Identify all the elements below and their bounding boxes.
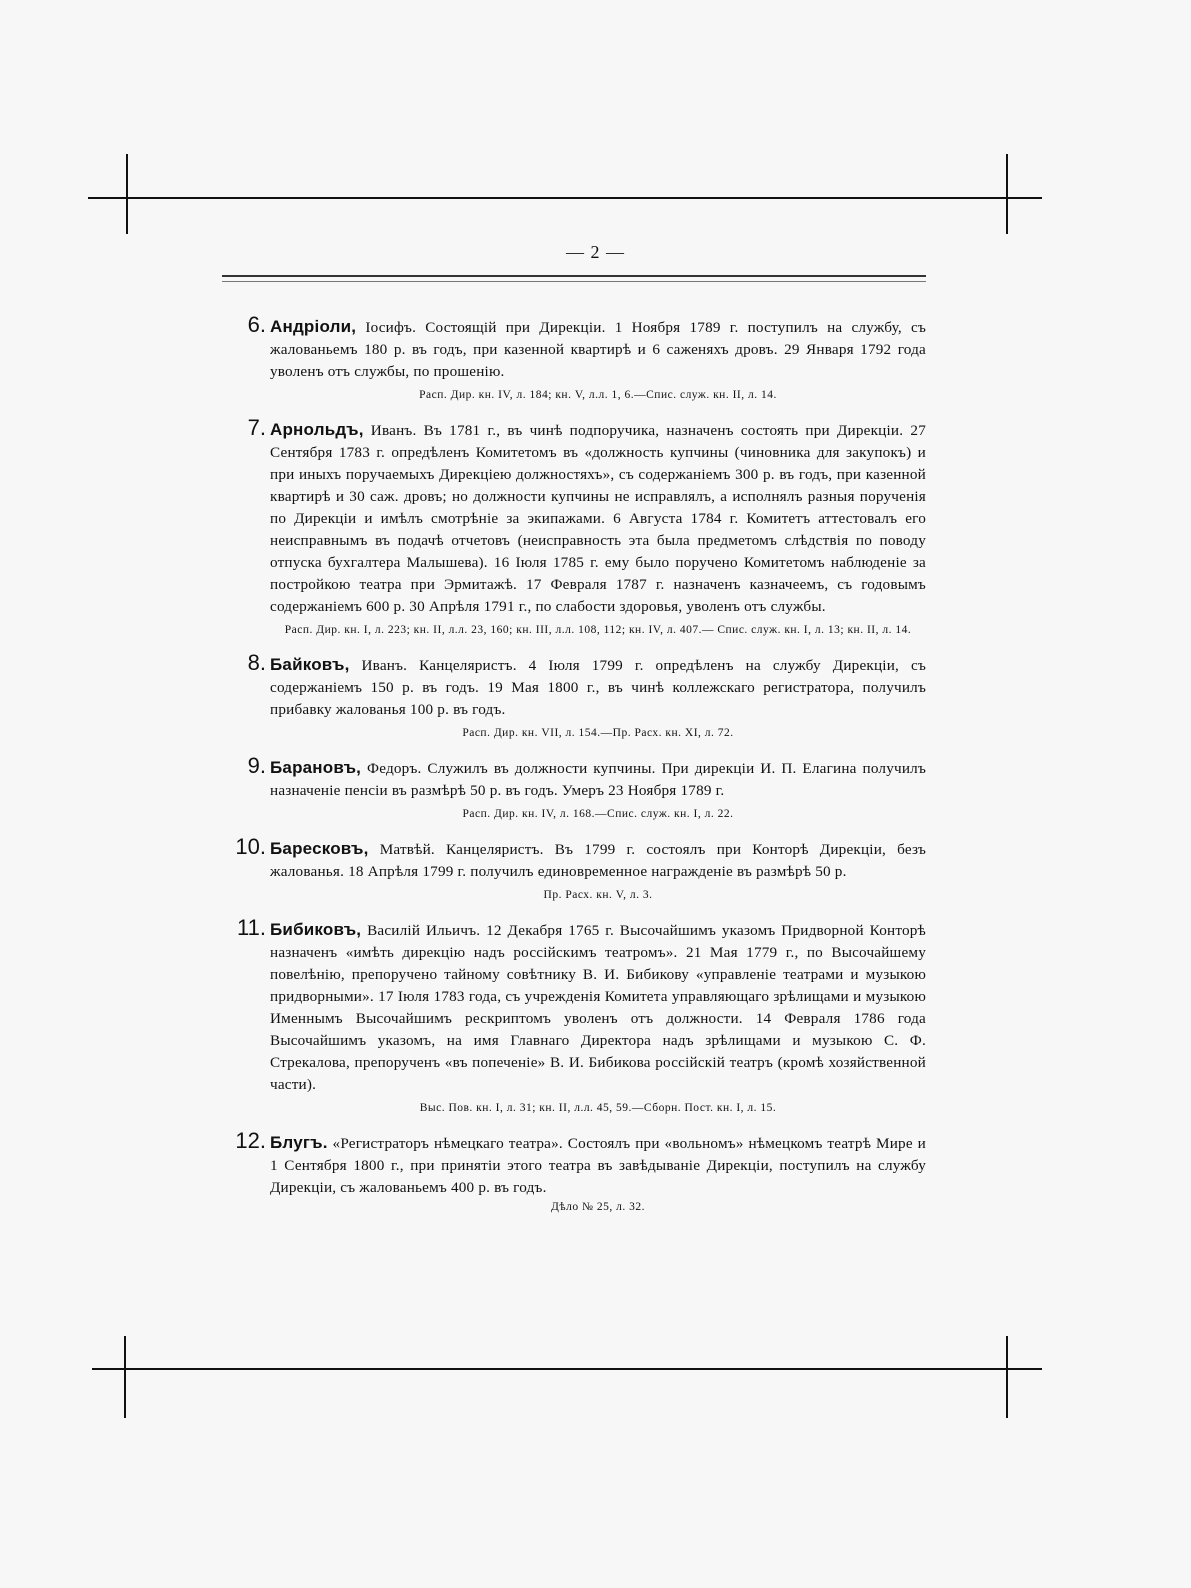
entry-name: Баресковъ, (270, 839, 369, 858)
entry-number: 10. (235, 834, 266, 859)
entry-name: Арнольдъ, (270, 420, 364, 439)
entry (222, 650, 926, 741)
entry-text: Иванъ. Канцеляристъ. 4 Іюля 1799 г. опредѣленъ на службу Дирекціи, съ содержаніемъ 150 р. въ годъ. 19 Мая 1800 г., въ чинѣ коллежскаго регистратора, получилъ прибавку жалованья 100 р. въ годъ. (270, 657, 926, 718)
entry-source: Расп. Дир. кн. IV, л. 168.—Спис. служ. кн. I, л. 22. (462, 808, 734, 820)
crop-line-left-bottom (124, 1336, 126, 1418)
entry-text: Матвѣй. Канцеляристъ. Въ 1799 г. состоялъ при Конторѣ Дирекціи, безъ жалованья. 18 Апрѣля 1799 г. получилъ единовременное награжденіе въ размѣрѣ 50 р. (270, 841, 926, 880)
entry (222, 753, 927, 822)
entry-name: Барановъ, (270, 758, 362, 777)
entry-name: Байковъ, (270, 655, 350, 674)
entry-name: Андріоли, (270, 317, 357, 336)
entry (222, 915, 927, 1116)
entry-text: «Регистраторъ нѣмецкаго театра». Состоялъ при «вольномъ» нѣмецкомъ театрѣ Мире и 1 Сентября 1800 г., при принятіи этого театра въ завѣдываніе Дирекціи, поступилъ на службу Дирекціи, съ жалованьемъ 400 р. въ годъ. (270, 1135, 926, 1196)
entry-text: Иванъ. Въ 1781 г., въ чинѣ подпоручика, назначенъ состоять при Дирекціи. 27 Сентября 1783 г. опредѣленъ Комитетомъ въ «должность купчины (чиновника для закупокъ) и при иныхъ поручаемыхъ Дирекціею должностяхъ», съ содержаніемъ 300 р. въ годъ, при казенной квартирѣ и 30 саж. дровъ; но должности купчины не исправлялъ, а исполнялъ разныя порученія по Дирекціи и имѣлъ смотрѣніе за экипажами. 6 Августа 1784 г. Комитетъ аттестовалъ его неисправнымъ въ подачѣ отчетовъ (неисправность эта была предметомъ слѣдствія по поводу отпуска бухгалтера Малышева). 16 Іюля 1785 г. ему было поручено Комитетомъ наблюденіе за постройкою театра при Эрмитажѣ. 17 Февраля 1787 г. назначенъ казначеемъ, съ годовымъ содержаніемъ 600 р. 30 Апрѣля 1791 г., по слабости здоровья, уволенъ отъ службы. (270, 422, 927, 615)
crop-line-right-top (1006, 154, 1008, 234)
entry-source: Расп. Дир. кн. IV, л. 184; кн. V, л.л. 1, 6.—Спис. служ. кн. II, л. 14. (419, 389, 777, 401)
entry-body (270, 838, 926, 883)
entry-source: Выс. Пов. кн. I, л. 31; кн. II, л.л. 45, 59.—Сборн. Пост. кн. I, л. 15. (419, 1102, 777, 1114)
entry-number: 9. (247, 753, 266, 778)
entry-source: Расп. Дир. кн. I, л. 223; кн. II, л.л. 23, 160; кн. III, л.л. 108, 112; кн. IV, л. 407.— Спис. служ. кн. I, л. 13; кн. II, л. 14. (284, 624, 912, 636)
header-rule (222, 275, 926, 282)
entry-source: Дѣло № 25, л. 32. (551, 1201, 645, 1213)
crop-line-top (88, 197, 1042, 199)
entry-body (270, 757, 926, 802)
entry-body (270, 654, 926, 721)
entry-body (270, 919, 926, 1096)
entry-source: Расп. Дир. кн. VII, л. 154.—Пр. Расх. кн. XI, л. 72. (462, 727, 734, 739)
entry-source: Пр. Расх. кн. V, л. 3. (543, 889, 653, 901)
entry (222, 312, 926, 403)
entry-body (270, 419, 926, 618)
entry (222, 415, 927, 638)
entry (222, 1128, 926, 1215)
page-number: — 2 — (566, 242, 625, 262)
entry (222, 834, 926, 903)
entry-number: 6. (247, 312, 266, 337)
crop-line-left-top (126, 154, 128, 234)
entry-name: Блугъ. (270, 1133, 328, 1152)
crop-line-bottom (92, 1368, 1042, 1370)
entry-text: Іосифъ. Состоящій при Дирекціи. 1 Ноября 1789 г. поступилъ на службу, съ жалованьемъ 180 р. въ годъ, при казенной квартирѣ и 6 саженяхъ дровъ. 29 Января 1792 года уволенъ отъ службы, по прошенію. (270, 319, 926, 380)
entry-body (270, 1132, 926, 1199)
entry-number: 8. (247, 650, 266, 675)
entry-body (270, 316, 926, 383)
entry-name: Бибиковъ, (270, 920, 362, 939)
entry-number: 12. (235, 1128, 266, 1153)
entry-text: Василій Ильичъ. 12 Декабря 1765 г. Высочайшимъ указомъ Придворной Конторѣ назначенъ «имѣть дирекцію надъ россійскимъ театромъ». 21 Мая 1779 г., по Высочайшему повелѣнію, препоручено тайному совѣтнику В. И. Бибикову «управленіе театрами и музыкою придворными». 17 Іюля 1783 года, съ учрежденія Комитета управляющаго зрѣлищами и музыкою Именнымъ Высочайшимъ рескриптомъ уволенъ отъ должности. 14 Февраля 1786 года Высочайшимъ указомъ, на имя Главнаго Директора надъ зрѣлищами и музыкою С. Ф. Стрекалова, препорученъ «въ попеченіе» В. И. Бибикова россійскій театръ (кромѣ хозяйственной части). (270, 922, 927, 1093)
entries-list (222, 312, 927, 1231)
entry-text: Федоръ. Служилъ въ должности купчины. При дирекціи И. П. Елагина получилъ назначеніе пенсіи въ размѣрѣ 50 р. въ годъ. Умеръ 23 Ноября 1789 г. (270, 760, 927, 799)
entry-number: 7. (247, 415, 266, 440)
entry-number: 11. (237, 915, 266, 940)
crop-line-right-bottom (1006, 1336, 1008, 1418)
